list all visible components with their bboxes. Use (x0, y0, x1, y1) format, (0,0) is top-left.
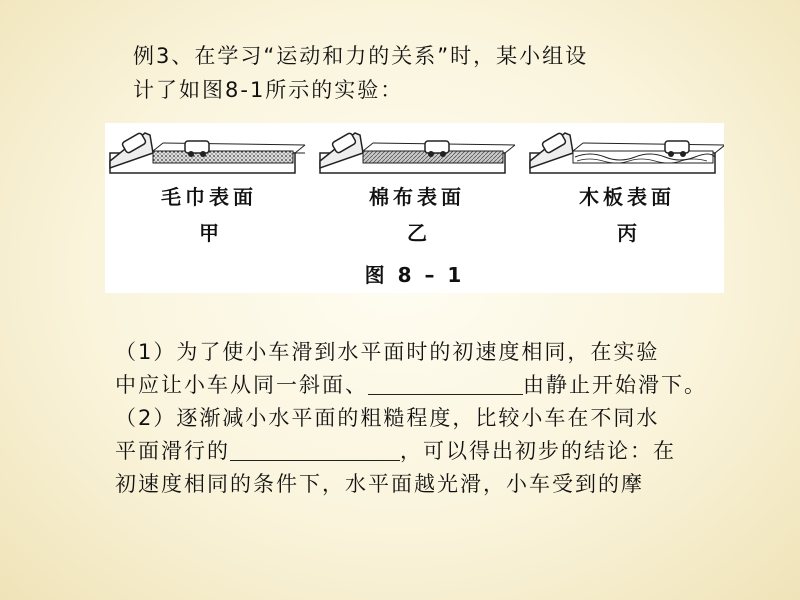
label-bing: 丙 (617, 221, 637, 245)
example-line-2: 计了如图8-1所示的实验： (133, 78, 404, 102)
question-2-text-before-blank: 平面滑行的 (115, 439, 230, 463)
question-2-line-3: 初速度相同的条件下，水平面越光滑，小车受到的摩 (115, 472, 644, 496)
label-jia: 甲 (199, 221, 219, 245)
question-1-text-after-blank: 由静止开始滑下。 (523, 373, 707, 397)
question-2-line-1: （2）逐渐减小水平面的粗糙程度，比较小车在不同水 (115, 406, 660, 430)
question-1-line-2 (115, 369, 707, 399)
panel-cotton-cloth (320, 132, 515, 173)
panel-towel (110, 132, 305, 173)
label-wood-surface: 木板表面 (579, 185, 675, 209)
label-cotton-surface: 棉布表面 (369, 185, 465, 209)
figure-8-1 (105, 123, 724, 293)
example-line-1: 例3、在学习“运动和力的关系”时，某小组设 (133, 44, 589, 68)
question-1-line-1: （1）为了使小车滑到水平面时的初速度相同，在实验 (115, 340, 660, 364)
question-2-line-2 (115, 435, 676, 465)
panel-wood-board (530, 132, 724, 173)
question-2-text-after-blank: ，可以得出初步的结论：在 (400, 439, 676, 463)
figure-caption: 图 8 – 1 (364, 263, 465, 287)
label-towel-surface: 毛巾表面 (161, 185, 257, 209)
label-yi: 乙 (407, 221, 427, 245)
question-1-text-before-blank: 中应让小车从同一斜面、 (115, 373, 368, 397)
answer-blank-1[interactable] (368, 374, 523, 395)
answer-blank-2[interactable] (230, 440, 400, 461)
